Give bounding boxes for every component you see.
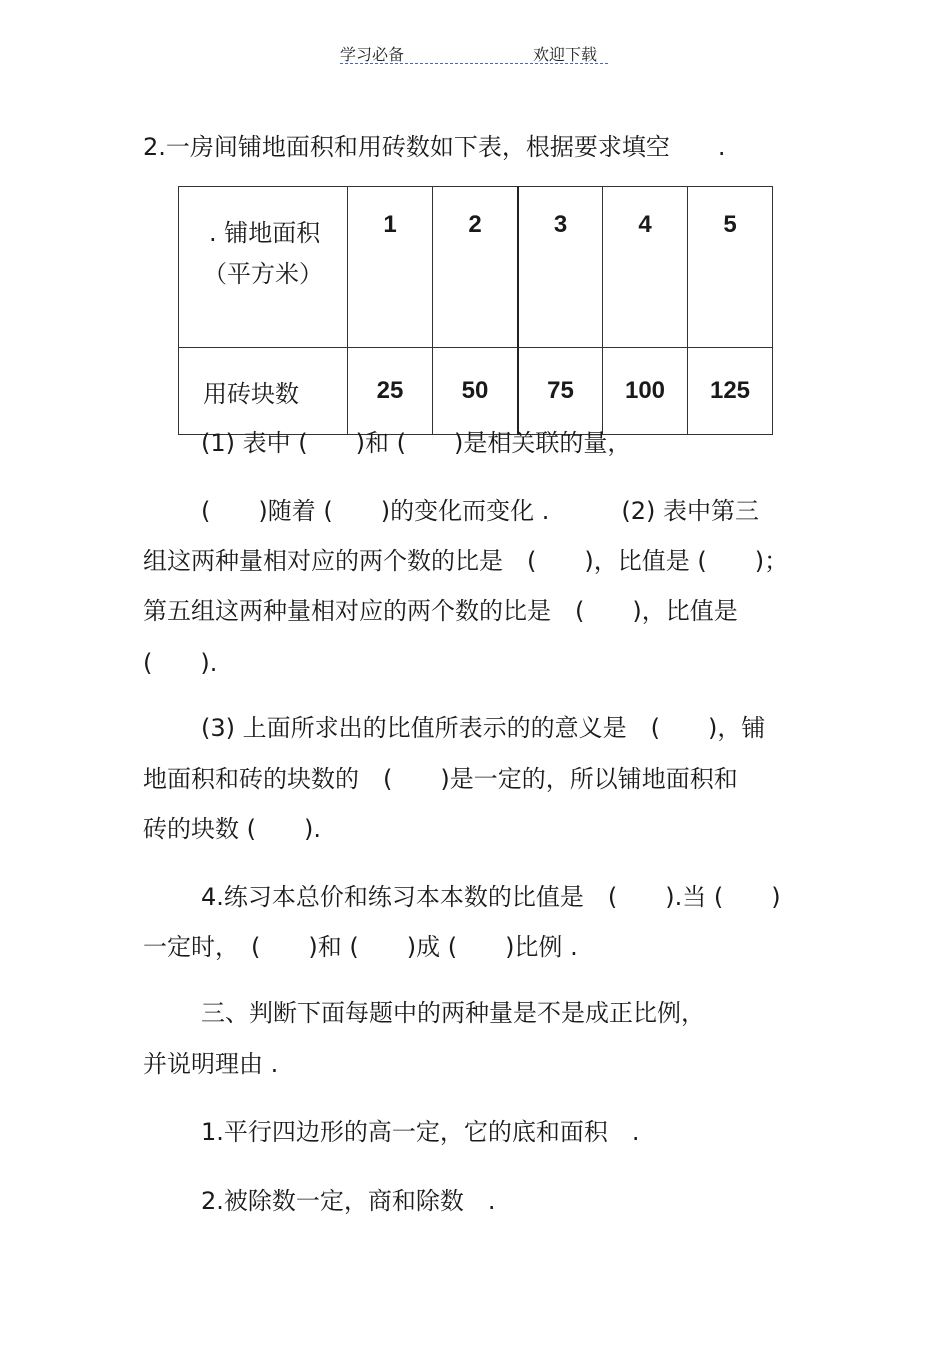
q2-part2-line1: 组这两种量相对应的两个数的比是 ( )，比值是 ( )； — [143, 547, 789, 575]
area-cell: 3 — [518, 187, 603, 348]
judge-item-2: 2.被除数一定，商和除数 . — [201, 1187, 496, 1215]
row-header-area-line1: . 铺地面积 — [209, 219, 321, 247]
row-header-bricks-label: 用砖块数 — [203, 379, 299, 408]
q2-part1-line2: ( )随着 ( )的变化而变化 . (2) 表中第三 — [201, 497, 759, 525]
q2-part2-line2: 第五组这两种量相对应的两个数的比是 ( )，比值是 — [143, 597, 738, 625]
row-header-area — [179, 187, 348, 348]
judge-item-1: 1.平行四边形的高一定，它的底和面积 . — [201, 1118, 640, 1146]
q2-part1-line1: (1) 表中 ( )和 ( )是相关联的量， — [201, 429, 632, 457]
section-3-heading: 三、判断下面每题中的两种量是不是成正比例， — [201, 999, 705, 1027]
q2-part2-line3: ( ). — [143, 649, 218, 677]
brick-cell: 50 — [433, 348, 519, 435]
question-2-title: 2.一房间铺地面积和用砖数如下表，根据要求填空 . — [143, 133, 726, 161]
brick-cell: 125 — [688, 348, 773, 435]
area-cell: 1 — [348, 187, 433, 348]
brick-cell: 100 — [603, 348, 688, 435]
brick-cell: 75 — [518, 348, 603, 435]
area-cell: 5 — [688, 187, 773, 348]
header-divider — [340, 63, 608, 64]
section-3-heading-cont: 并说明理由 . — [143, 1050, 279, 1078]
q2-part3-line3: 砖的块数 ( ). — [143, 815, 321, 843]
table-row — [179, 187, 773, 348]
area-cell: 4 — [603, 187, 688, 348]
area-cell: 2 — [433, 187, 519, 348]
question-4-line2: 一定时， ( )和 ( )成 ( )比例 . — [143, 933, 578, 961]
header-left: 学习必备 — [340, 45, 405, 64]
header-right: 欢迎下载 — [533, 45, 598, 64]
question-4-line1: 4.练习本总价和练习本本数的比值是 ( ).当 ( ) — [201, 883, 781, 911]
area-brick-table — [178, 186, 773, 435]
table-row — [179, 348, 773, 435]
row-header-area-line2: （平方米） — [203, 260, 323, 288]
q2-part3-line2: 地面积和砖的块数的 ( )是一定的，所以铺地面积和 — [143, 765, 738, 793]
brick-cell: 25 — [348, 348, 433, 435]
row-header-bricks — [179, 348, 348, 435]
q2-part3-line1: (3) 上面所求出的比值所表示的的意义是 ( )，铺 — [201, 714, 766, 742]
